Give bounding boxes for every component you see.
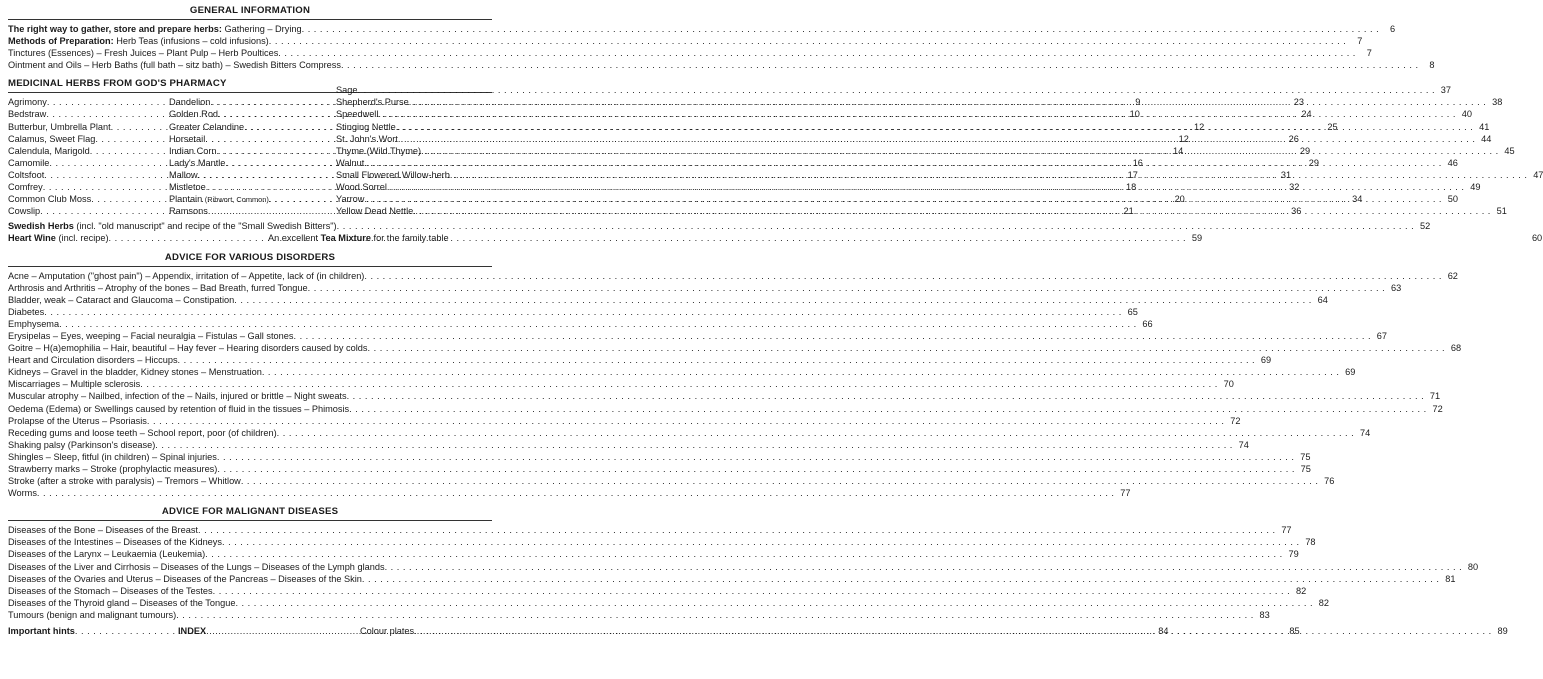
herb-entry[interactable]: Golden Rod . . . 24 [169,108,330,120]
toc-line[interactable]: Strawberry marks – Stroke (prophylactic measures) . . . 75 [8,463,492,475]
toc-line[interactable]: Erysipelas – Eyes, weeping – Facial neuralgia – Fistulas – Gall stones . . . 67 [8,330,492,342]
divider [8,266,492,267]
herb-entry[interactable]: Agrimony . . . 9 [8,96,163,108]
herb-entry[interactable]: Camomile . . . 16 [8,157,163,169]
tea-mixture-entry[interactable]: An excellent Tea Mixture for the family table 60 [268,233,1543,244]
malignant-heading: ADVICE FOR MALIGNANT DISEASES [161,506,339,518]
toc-line[interactable]: Tinctures (Essences) – Fresh Juices – Plant Pulp – Herb Poultices . . . 7 [8,47,492,59]
herb-entry[interactable]: Stinging Nettle . . . 41 [336,121,492,133]
heart-wine-tea-row [8,232,1543,244]
herb-entry[interactable]: Small Flowered Willow-herb . . . 47 [336,169,492,181]
toc-line[interactable]: Diseases of the Bone – Diseases of the Breast . . . 77 [8,524,492,536]
herb-entry[interactable]: Greater Celandine . . . 25 [169,121,330,133]
herb-entry[interactable]: Lady's Mantle . . . 29 [169,157,330,169]
contents-page [8,0,1543,637]
herb-entry[interactable]: Speedwell . . . 40 [336,108,492,120]
toc-line[interactable]: Muscular atrophy – Nailbed, infection of the – Nails, injured or brittle – Night sweats . . . 71 [8,390,492,402]
herb-entry[interactable]: Calendula, Marigold . . . 14 [8,145,163,157]
herb-entry[interactable]: Yellow Dead Nettle . . . 51 [336,205,492,217]
herb-entry[interactable]: Ramsons . . . 36 [169,205,330,217]
toc-line[interactable]: Diseases of the Liver and Cirrhosis – Diseases of the Lungs – Diseases of the Lymph glands . . . 80 [8,561,492,573]
malignant-list [8,524,1479,621]
toc-line[interactable]: Ointment and Oils – Herb Baths (full bath – sitz bath) – Swedish Bitters Compress . . . 8 [8,59,492,71]
important-hints-entry[interactable]: Important hints . . . 84 [8,625,166,637]
toc-line[interactable]: Shingles – Sleep, fitful (in children) – Spinal injuries . . . 75 [8,451,492,463]
herb-entry[interactable]: Wood Sorrel . . . 49 [336,181,492,193]
toc-line[interactable]: Diseases of the Intestines – Diseases of the Kidneys . . . 78 [8,536,492,548]
herb-entry[interactable]: Yarrow . . . 50 [336,193,492,205]
toc-line[interactable]: Methods of Preparation: Herb Teas (infusions – cold infusions) . . . 7 [8,35,492,47]
herb-entry[interactable]: Thyme (Wild Thyme) . . . 45 [336,145,492,157]
herb-entry[interactable]: Mallow . . . 31 [169,169,330,181]
colour-plates-entry[interactable]: Colour plates . . . 89 [360,625,1508,637]
herb-entry[interactable]: Calamus, Sweet Flag . . . 12 [8,133,163,145]
toc-line[interactable]: Bladder, weak – Cataract and Glaucoma – Constipation . . . 64 [8,294,492,306]
toc-line[interactable]: Emphysema . . . 66 [8,318,492,330]
toc-line[interactable]: Stroke (after a stroke with paralysis) – Tremors – Whitlow . . . 76 [8,475,492,487]
divider [8,19,492,20]
herbs-columns [8,85,1543,217]
toc-line[interactable]: Diabetes . . . 65 [8,306,492,318]
toc-line[interactable]: Diseases of the Stomach – Diseases of the Testes . . . 82 [8,585,492,597]
general-heading: GENERAL INFORMATION [189,5,311,16]
toc-line[interactable]: Acne – Amputation ("ghost pain") – Appendix, irritation of – Appetite, lack of (in children) . . . 62 [8,270,492,282]
page-number: 7 [1366,48,1372,59]
footer-row [8,625,1508,637]
herb-entry[interactable]: Cowslip . . . 21 [8,205,163,217]
toc-line[interactable]: Shaking palsy (Parkinson's disease) . . . 74 [8,439,492,451]
herb-entry[interactable]: Dandelion . . . 23 [169,96,330,108]
herb-entry[interactable]: Indian Corn . . . 29 [169,145,330,157]
swedish-herbs-entry[interactable]: Swedish Herbs (incl. "old manuscript" and recipe of the "Small Swedish Bitters") . . . 52 [8,220,492,232]
toc-line[interactable]: Kidneys – Gravel in the bladder, Kidney stones – Menstruation . . . 69 [8,366,492,378]
toc-line[interactable]: Goitre – H(a)emophilia – Hair, beautiful – Hay fever – Hearing disorders caused by colds . . . 68 [8,342,492,354]
disorders-heading: ADVICE FOR VARIOUS DISORDERS [164,251,336,263]
page-number: 7 [1357,36,1363,47]
herb-entry[interactable]: Mistletoe . . . 32 [169,181,330,193]
toc-line[interactable]: Prolapse of the Uterus – Psoriasis . . . 72 [8,415,492,427]
toc-line[interactable]: Tumours (benign and malignant tumours) . . . 83 [8,609,492,621]
toc-line[interactable]: Diseases of the Larynx – Leukaemia (Leukemia) . . . 79 [8,548,492,560]
herb-entry[interactable]: St. John's Wort . . . 44 [336,133,492,145]
index-entry[interactable]: INDEX . . . 85 [178,625,346,637]
heart-wine-entry[interactable]: Heart Wine (incl. recipe) . . . 59 [8,232,260,244]
page-number: 8 [1429,60,1435,71]
toc-line[interactable]: Diseases of the Thyroid gland – Diseases of the Tongue . . . 82 [8,597,492,609]
disorders-list [8,270,1462,500]
toc-line[interactable]: Miscarriages – Multiple sclerosis . . . 70 [8,378,492,390]
page-number: 6 [1390,24,1396,34]
divider [8,520,492,521]
herbs-heading: MEDICINAL HERBS FROM GOD'S PHARMACY [8,78,227,90]
herb-entry[interactable]: Comfrey . . . 18 [8,181,163,193]
toc-line[interactable]: Oedema (Edema) or Swellings caused by retention of fluid in the tissues – Phimosis . . . 72 [8,403,492,415]
herb-entry[interactable]: Shepherd's Purse . . . 38 [336,96,492,108]
general-list [8,23,1435,71]
herb-entry[interactable]: Walnut . . . 46 [336,157,492,169]
herb-entry[interactable]: Sage . . . 37 [336,84,492,96]
toc-line[interactable]: Receding gums and loose teeth – School report, poor (of children) . . . 74 [8,427,492,439]
toc-line[interactable]: The right way to gather, store and prepare herbs: Gathering – Drying . . . 6 [8,23,492,35]
herb-entry[interactable]: Horsetail . . . 26 [169,133,330,145]
herb-entry[interactable]: Common Club Moss . . . 20 [8,193,163,205]
toc-line[interactable]: Diseases of the Ovaries and Uterus – Diseases of the Pancreas – Diseases of the Skin . . . 81 [8,573,492,585]
herb-entry[interactable]: Butterbur, Umbrella Plant . . . 12 [8,121,163,133]
herb-entry[interactable]: Plantain (Ribwort, Common) . . . 34 [169,193,330,205]
toc-line[interactable]: Arthrosis and Arthritis – Atrophy of the bones – Bad Breath, furred Tongue . . . 63 [8,282,492,294]
toc-line[interactable]: Worms . . . 77 [8,487,492,499]
toc-line[interactable]: Heart and Circulation disorders – Hiccups . . . 69 [8,354,492,366]
herb-entry[interactable]: Bedstraw . . . 10 [8,108,163,120]
herb-entry[interactable]: Coltsfoot . . . 17 [8,169,163,181]
